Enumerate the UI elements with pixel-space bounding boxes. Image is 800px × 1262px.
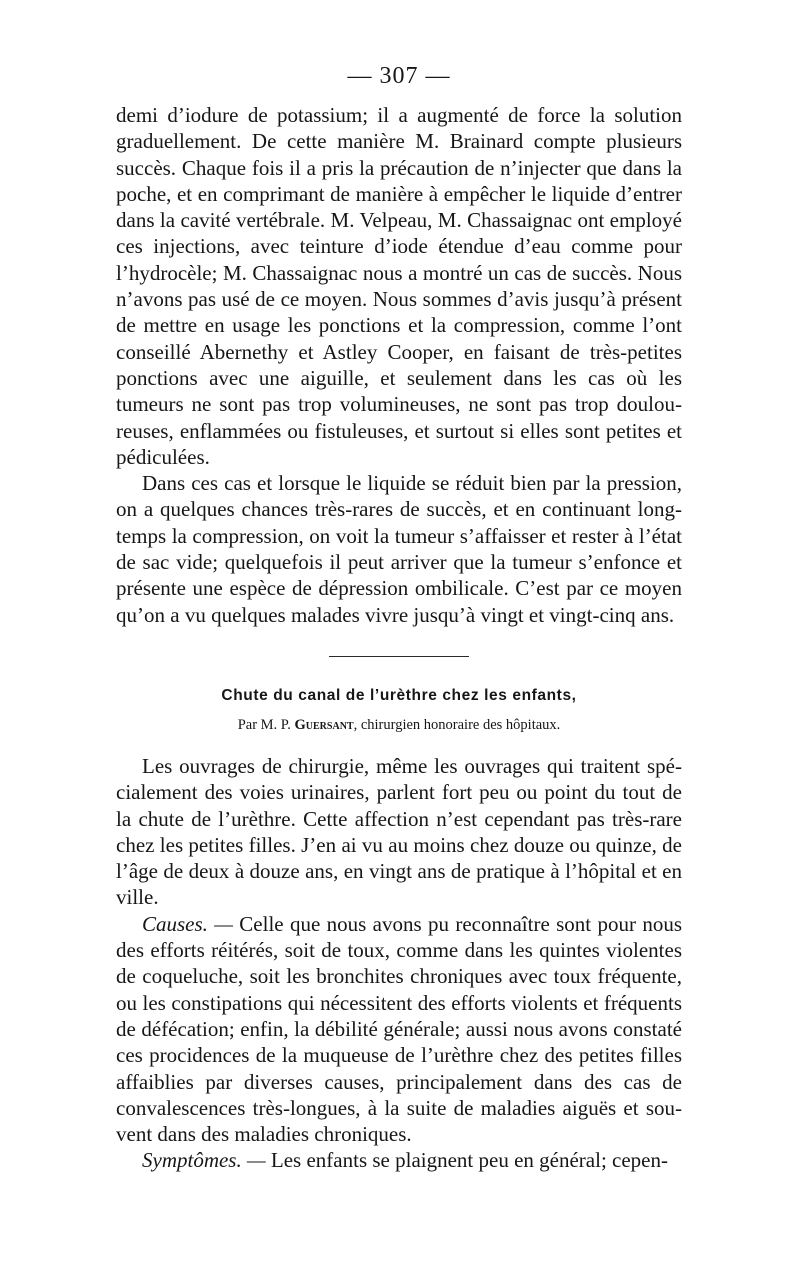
section-divider: [329, 656, 469, 657]
causes-text: Celle que nous avons pu reconnaître sont pour nous des efforts réitérés, soit de toux, comme dans les quintes violentes de coqueluche, soit les bronchites chroniques avec toux fréquente, ou les constipations qui nécessitent des efforts violents et fréquents de défécation; enfin, la débilité générale; aussi nous avons constaté ces procidences de la muqueuse de l’urèthre chez des petites filles affaiblies par diverses causes, principalement dans des cas de convalescences très-longues, à la suite de maladies aiguës et souvent dans des maladies chroniques.: [116, 911, 682, 1147]
causes-heading: Causes. —: [142, 911, 233, 936]
book-page: [116, 60, 682, 1174]
page-number: — 307 —: [347, 63, 451, 89]
paragraph-iodine-injections: demi d’iodure de potassium; il a augmenté de force la solution graduellement. De cette manière M. Brainard compte plusieurs succès. Chaque fois il a pris la précaution de n’injecter que dans la poche, et en comprimant de manière à empêcher le liquide d’entrer dans la cavité vertébrale. M. Velpeau, M. Chassaignac ont employé ces injections, avec teinture d’iode étendue d’eau comme pour l’hydrocèle; M. Chassaignac nous a montré un cas de succès. Nous n’avons pas usé de ce moyen. Nous sommes d’avis jusqu’à présent de mettre en usage les ponctions et la compression, comme l’ont conseillé Abernethy et Astley Cooper, en faisant de très-petites ponctions avec une aiguille, et seulement dans les cas où les tumeurs ne sont pas trop volumineuses, ne sont pas trop douloureuses, enflammées ou fistuleuses, et surtout si elles sont petites et pédiculées.: [116, 103, 682, 469]
paragraph-introduction: [116, 753, 682, 911]
paragraph-text: Les ouvrages de chirurgie, même les ouvrages qui traitent spécialement des voies urinaires, parlent fort peu ou point du tout de la chute de l’urèthre. Cette affection n’est cependant pas très-rare chez les petites filles. J’en ai vu au moins chez douze ou quinze, de l’âge de deux à douze ans, en vingt ans de pratique à l’hôpital et en ville.: [116, 753, 682, 910]
symptoms-heading: Symptômes. —: [142, 1148, 266, 1173]
paragraph-symptoms: [116, 1147, 682, 1173]
byline-author: Guersant: [294, 716, 354, 733]
symptoms-text: Les enfants se plaignent peu en général; cepen-: [265, 1148, 668, 1173]
byline-prefix: Par M. P.: [237, 716, 295, 733]
byline-suffix: , chirurgien honoraire des hôpitaux.: [353, 716, 561, 733]
paragraph-compression-outcome: Dans ces cas et lorsque le liquide se réduit bien par la pression, on a quelques chances très-rares de succès, et en continuant longtemps la compression, on voit la tumeur s’affaisser et rester à l’état de sac vide; quelquefois il peut arriver que la tumeur s’enfonce et présente une espèce de dépression ombilicale. C’est par ce moyen qu’on a vu quelques malades vivre jusqu’à vingt et vingt-cinq ans.: [116, 471, 682, 627]
paragraph-causes: [116, 911, 682, 1148]
section-title: Chute du canal de l’urèthre chez les enfants,: [221, 686, 577, 704]
section-byline: [116, 715, 682, 735]
